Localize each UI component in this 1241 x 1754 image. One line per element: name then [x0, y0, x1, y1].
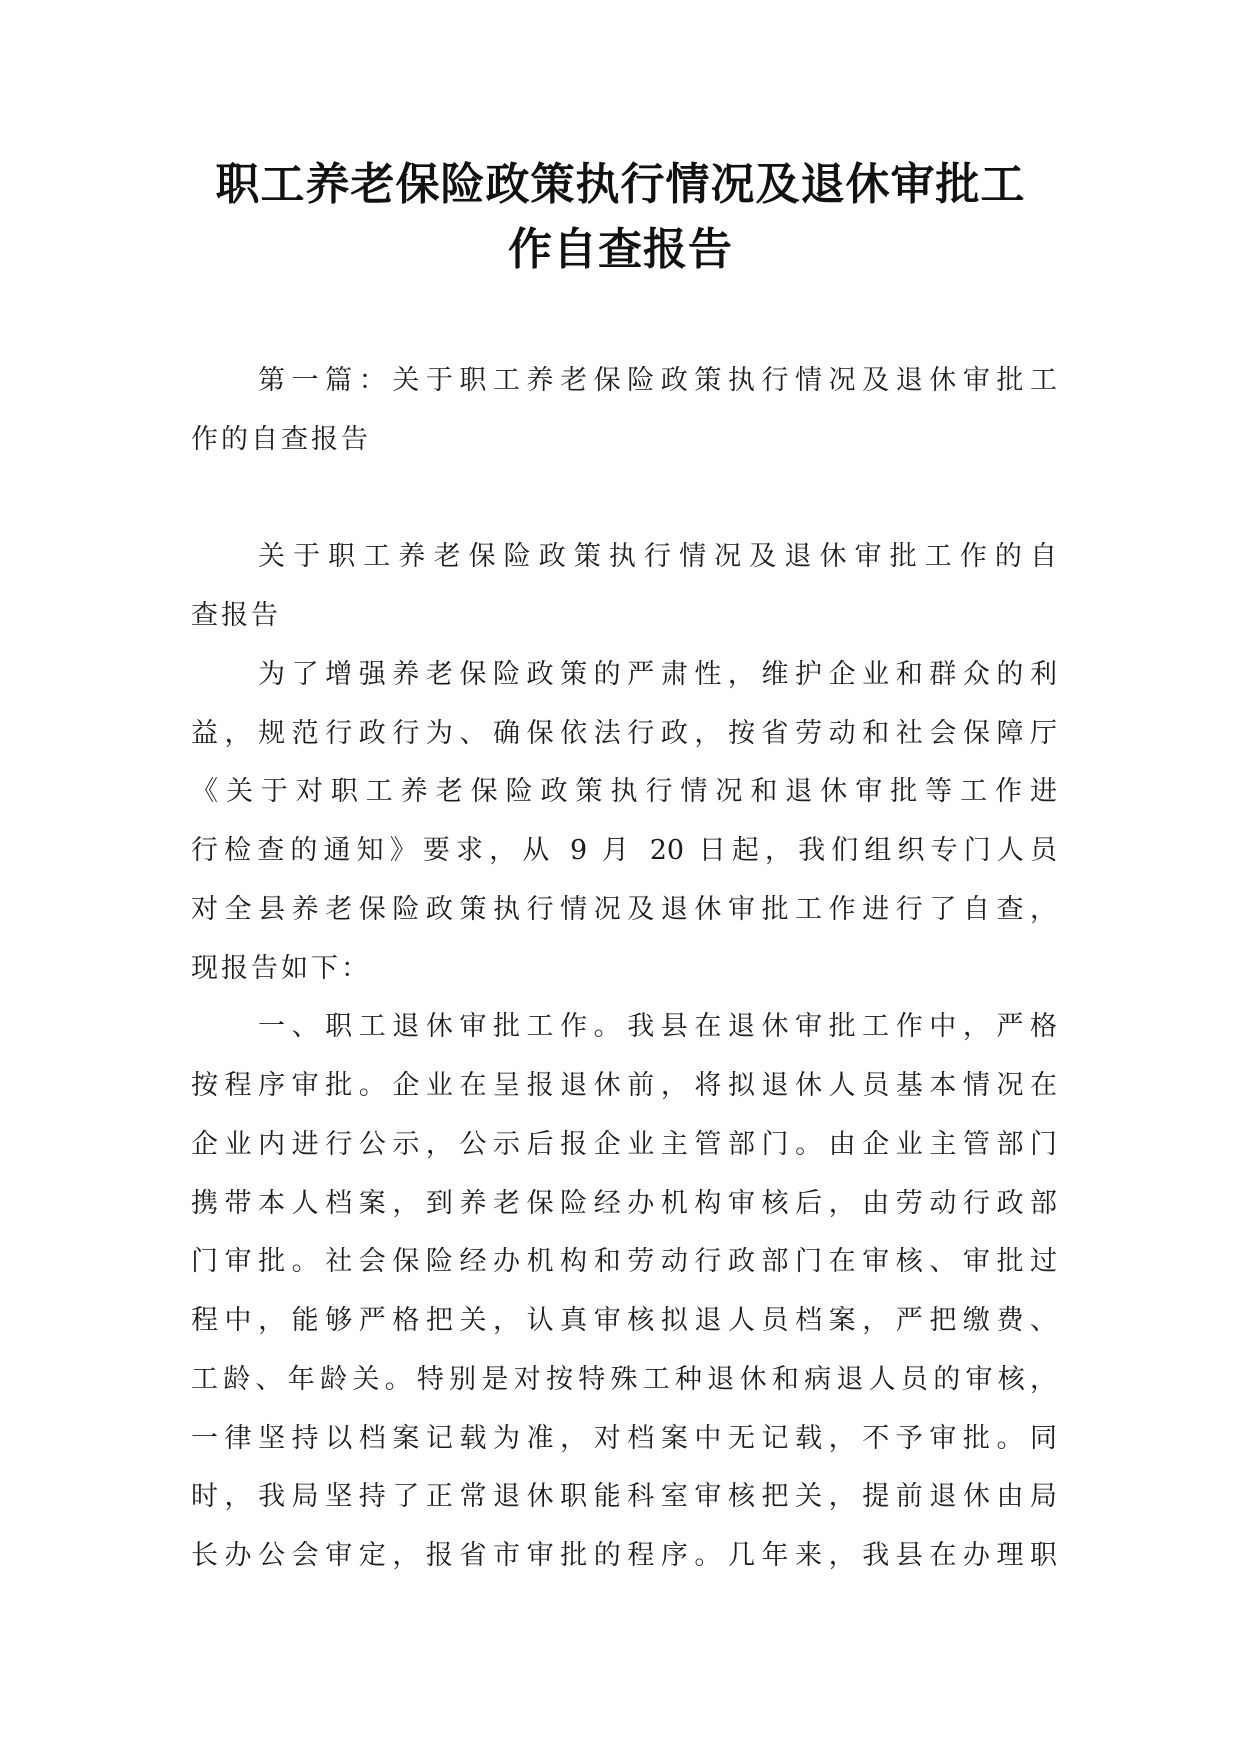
text-line: 行检查的通知》要求，从 9 月 20 日起，我们组织专门人员	[191, 835, 1057, 866]
text-line: 益，规范行政行为、确保依法行政，按省劳动和社会保障厅	[191, 717, 1057, 749]
paragraph-section-one	[191, 998, 1057, 1586]
text-line: 对全县养老保险政策执行情况及退休审批工作进行了自查，	[191, 893, 1057, 925]
paragraph-part-one-heading	[191, 352, 1057, 470]
text-line: 现报告如下：	[191, 952, 371, 984]
text-line: 门审批。社会保险经办机构和劳动行政部门在审核、审批过	[191, 1246, 1057, 1278]
paragraph-report-heading	[191, 528, 1057, 646]
text-line: 为了增强养老保险政策的严肃性，维护企业和群众的利	[258, 658, 1057, 690]
text-line: 作的自查报告	[191, 423, 371, 455]
text-line: 按程序审批。企业在呈报退休前，将拟退休人员基本情况在	[191, 1070, 1057, 1101]
text-line: 关于职工养老保险政策执行情况及退休审批工作的自	[258, 541, 1057, 573]
blank-line	[191, 470, 1057, 529]
title-line: 作自查报告	[508, 224, 733, 275]
text-line: 程中，能够严格把关，认真审核拟退人员档案，严把缴费、	[191, 1305, 1057, 1336]
text-line: 携带本人档案，到养老保险经办机构审核后，由劳动行政部	[191, 1187, 1057, 1219]
text-line: 长办公会审定，报省市审批的程序。几年来，我县在办理职	[191, 1540, 1057, 1571]
text-line: 企业内进行公示，公示后报企业主管部门。由企业主管部门	[191, 1128, 1057, 1160]
document-body	[191, 352, 1057, 1586]
text-line: 《关于对职工养老保险政策执行情况和退休审批等工作进	[191, 776, 1057, 808]
title-line: 职工养老保险政策执行情况及退休审批工	[215, 159, 1026, 210]
paragraph-introduction	[191, 646, 1057, 999]
text-line: 时，我局坚持了正常退休职能科室审核把关，提前退休由局	[191, 1481, 1057, 1513]
text-line: 一、职工退休审批工作。我县在退休审批工作中，严格	[258, 1011, 1057, 1043]
text-line: 查报告	[191, 600, 281, 631]
document-title	[150, 152, 1091, 282]
text-line: 一律坚持以档案记载为准，对档案中无记载，不予审批。同	[191, 1422, 1057, 1454]
text-line: 工龄、年龄关。特别是对按特殊工种退休和病退人员的审核，	[191, 1363, 1057, 1395]
text-line: 第一篇：关于职工养老保险政策执行情况及退休审批工	[258, 365, 1057, 396]
